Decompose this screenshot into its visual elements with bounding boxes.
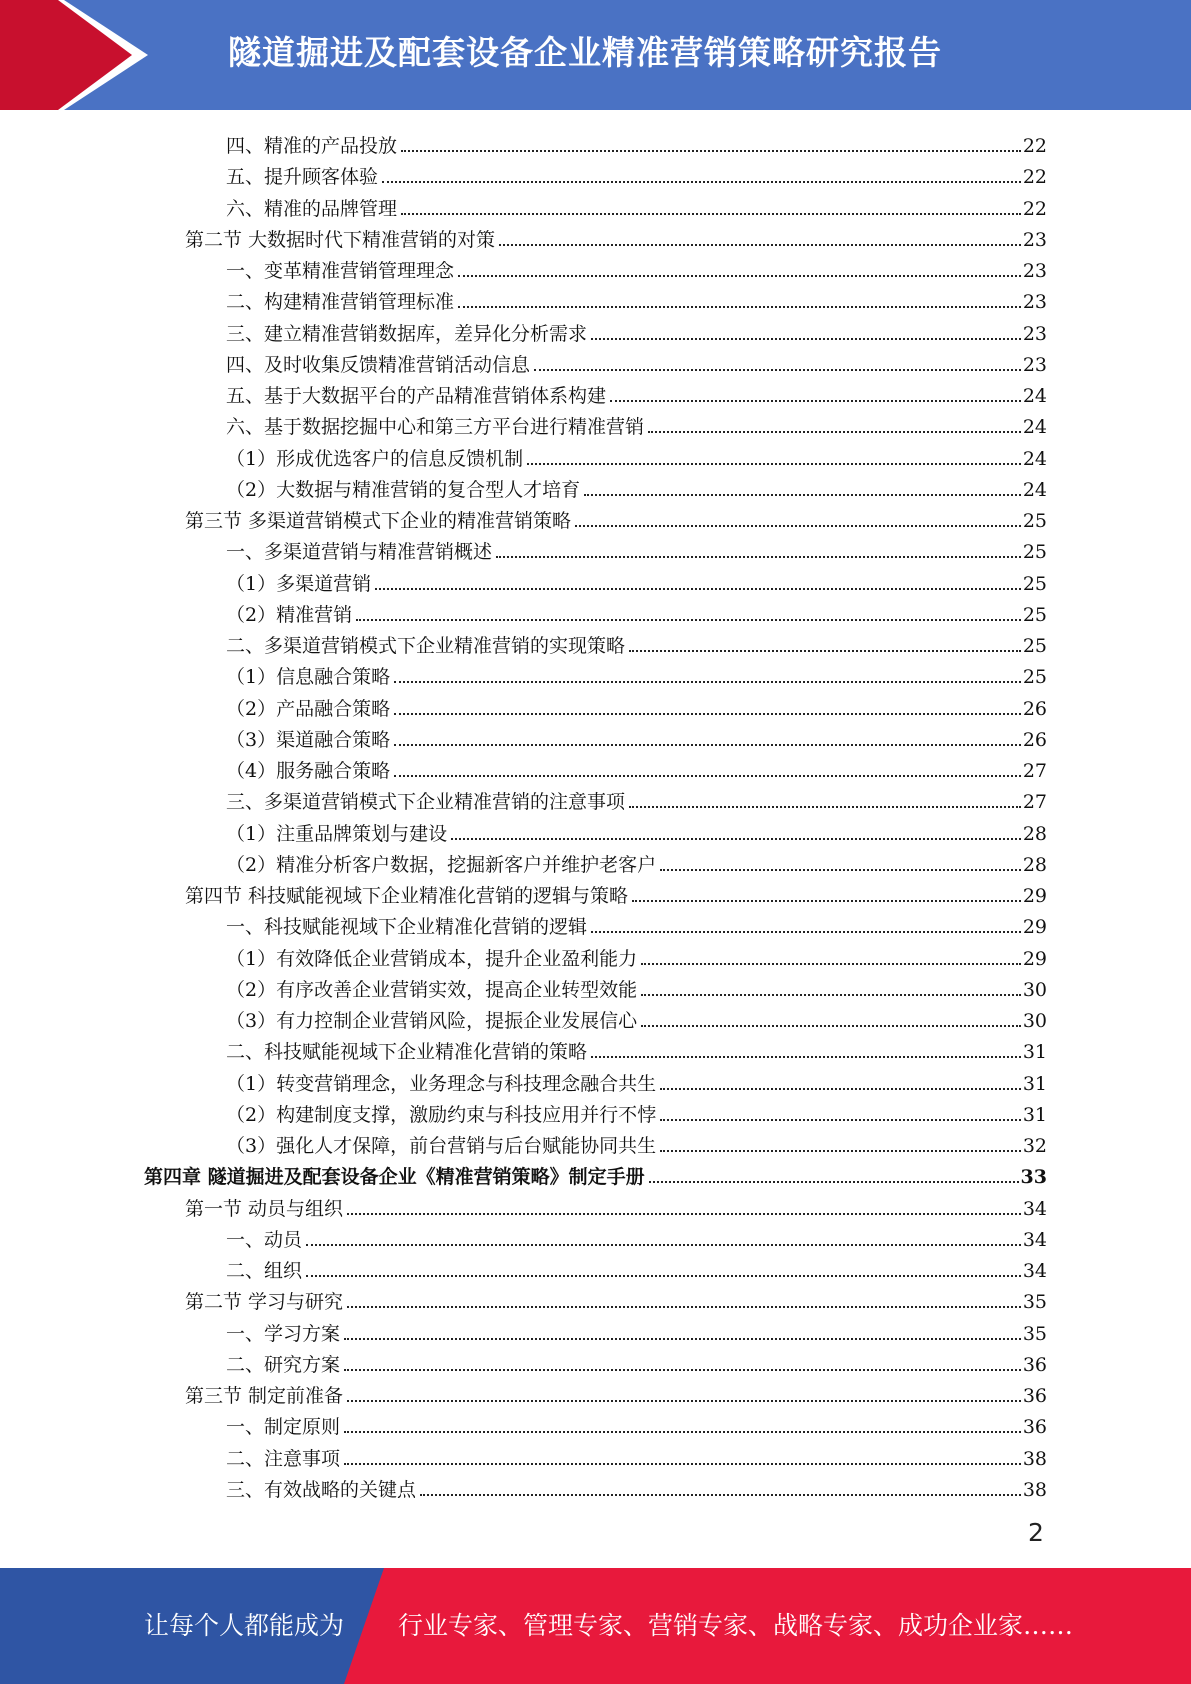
toc-dot-leader xyxy=(591,1056,1021,1058)
toc-entry-title: （1）形成优选客户的信息反馈机制 xyxy=(226,447,524,470)
toc-dot-leader xyxy=(394,775,1021,777)
toc-dot-leader xyxy=(306,1275,1021,1277)
toc-dot-leader xyxy=(344,1338,1021,1340)
toc-entry-page: 30 xyxy=(1022,1010,1047,1032)
toc-entry[interactable] xyxy=(0,940,1047,971)
toc-entry-title: （2）大数据与精准营销的复合型人才培育 xyxy=(226,478,581,501)
toc-entry[interactable] xyxy=(0,1471,1047,1502)
toc-entry[interactable] xyxy=(0,877,1047,908)
toc-entry-page: 35 xyxy=(1022,1322,1047,1345)
toc-entry[interactable] xyxy=(0,502,1047,533)
toc-dot-leader xyxy=(394,744,1021,746)
toc-entry-page: 24 xyxy=(1022,478,1047,501)
toc-dot-leader xyxy=(394,681,1021,683)
toc-dot-leader xyxy=(629,806,1021,808)
toc-entry-title: （1）信息融合策略 xyxy=(226,666,391,689)
toc-dot-leader xyxy=(575,525,1021,527)
toc-entry-page: 31 xyxy=(1022,1041,1047,1064)
toc-entry-title: （2）产品融合策略 xyxy=(226,697,391,720)
toc-dot-leader xyxy=(356,619,1021,621)
toc-entry[interactable] xyxy=(0,190,1047,221)
toc-dot-leader xyxy=(632,900,1021,902)
toc-entry-title: 第三节 多渠道营销模式下企业的精准营销策略 xyxy=(185,510,572,532)
toc-entry-page: 24 xyxy=(1022,447,1047,470)
toc-dot-leader xyxy=(344,1463,1021,1465)
toc-entry-page: 30 xyxy=(1022,978,1047,1001)
toc-entry-page: 25 xyxy=(1022,541,1047,564)
toc-dot-leader xyxy=(660,1119,1021,1121)
toc-entry-page: 35 xyxy=(1022,1291,1047,1314)
toc-entry[interactable] xyxy=(0,1096,1047,1127)
toc-entry[interactable] xyxy=(0,283,1047,314)
toc-entry[interactable] xyxy=(0,1065,1047,1096)
toc-entry-page: 23 xyxy=(1022,353,1047,376)
toc-entry-page: 27 xyxy=(1022,791,1047,814)
toc-entry-page: 38 xyxy=(1022,1478,1047,1501)
header-banner xyxy=(0,0,1191,110)
toc-entry-page: 22 xyxy=(1022,197,1047,220)
toc-entry-page: 23 xyxy=(1022,291,1047,314)
toc-entry[interactable] xyxy=(0,127,1047,158)
toc-entry-title: 一、多渠道营销与精准营销概述 xyxy=(226,541,493,564)
toc-entry[interactable] xyxy=(0,221,1047,252)
toc-entry-title: （1）转变营销理念，业务理念与科技理念融合共生 xyxy=(226,1072,657,1095)
toc-entry[interactable] xyxy=(0,533,1047,564)
toc-entry-page: 28 xyxy=(1022,822,1047,845)
toc-dot-leader xyxy=(458,275,1021,277)
toc-entry-title: 二、科技赋能视域下企业精准化营销的策略 xyxy=(226,1041,588,1064)
toc-entry[interactable] xyxy=(0,565,1047,596)
toc-entry-title: 二、组织 xyxy=(226,1260,303,1282)
toc-entry-page: 23 xyxy=(1022,260,1047,282)
toc-entry[interactable] xyxy=(0,1002,1047,1033)
toc-entry[interactable] xyxy=(0,1408,1047,1439)
toc-dot-leader xyxy=(648,431,1021,433)
toc-entry-title: 二、注意事项 xyxy=(226,1447,341,1470)
toc-dot-leader xyxy=(660,869,1021,871)
toc-entry-page: 26 xyxy=(1022,728,1047,751)
toc-entry-title: 二、构建精准营销管理标准 xyxy=(226,291,455,314)
toc-entry[interactable] xyxy=(0,752,1047,783)
toc-dot-leader xyxy=(591,338,1021,340)
toc-dot-leader xyxy=(584,494,1021,496)
toc-entry[interactable] xyxy=(0,908,1047,939)
toc-entry-page: 32 xyxy=(1022,1135,1047,1157)
page-number: 2 xyxy=(1028,1518,1044,1547)
toc-entry[interactable] xyxy=(0,971,1047,1002)
footer-slogan-left: 让每个人都能成为 xyxy=(144,1611,345,1640)
toc-dot-leader xyxy=(420,1494,1021,1496)
toc-entry[interactable] xyxy=(0,690,1047,721)
toc-entry-title: 第一节 动员与组织 xyxy=(185,1197,344,1220)
toc-entry-title: 二、多渠道营销模式下企业精准营销的实现策略 xyxy=(226,635,626,657)
toc-entry[interactable] xyxy=(0,596,1047,627)
toc-dot-leader xyxy=(641,1025,1021,1027)
toc-entry[interactable] xyxy=(0,440,1047,471)
toc-entry[interactable] xyxy=(0,408,1047,439)
toc-entry-title: 第三节 制定前准备 xyxy=(185,1385,344,1407)
toc-entry[interactable] xyxy=(0,815,1047,846)
toc-entry[interactable] xyxy=(0,721,1047,752)
toc-entry-page: 25 xyxy=(1022,603,1047,626)
toc-entry-title: （3）渠道融合策略 xyxy=(226,728,391,751)
toc-entry-title: 五、提升顾客体验 xyxy=(226,166,379,189)
toc-entry-title: 三、多渠道营销模式下企业精准营销的注意事项 xyxy=(226,791,626,814)
toc-entry-page: 34 xyxy=(1022,1197,1047,1220)
toc-entry-page: 24 xyxy=(1022,385,1047,407)
toc-entry[interactable] xyxy=(0,783,1047,814)
toc-entry-title: 第四章 隧道掘进及配套设备企业《精准营销策略》制定手册 xyxy=(144,1166,645,1189)
toc-entry-page: 26 xyxy=(1022,697,1047,720)
toc-entry-page: 27 xyxy=(1022,760,1047,782)
toc-entry-page: 22 xyxy=(1022,166,1047,189)
toc-entry-title: 二、研究方案 xyxy=(226,1353,341,1376)
toc-dot-leader xyxy=(534,369,1021,371)
toc-dot-leader xyxy=(458,306,1021,308)
toc-dot-leader xyxy=(451,838,1021,840)
toc-entry-title: 三、有效战略的关键点 xyxy=(226,1478,417,1501)
toc-entry-page: 25 xyxy=(1022,666,1047,689)
toc-entry-page: 29 xyxy=(1022,885,1047,907)
toc-dot-leader xyxy=(401,213,1021,215)
toc-entry-title: （1）注重品牌策划与建设 xyxy=(226,822,448,845)
toc-dot-leader xyxy=(306,1244,1021,1246)
toc-entry-title: （1）多渠道营销 xyxy=(226,572,372,595)
toc-entry-page: 31 xyxy=(1022,1103,1047,1126)
toc-entry-title: 一、变革精准营销管理理念 xyxy=(226,260,455,282)
toc-entry[interactable] xyxy=(0,1221,1047,1252)
toc-dot-leader xyxy=(649,1181,1019,1183)
toc-dot-leader xyxy=(347,1306,1021,1308)
toc-entry-title: （1）有效降低企业营销成本，提升企业盈利能力 xyxy=(226,947,638,970)
toc-entry-title: 四、及时收集反馈精准营销活动信息 xyxy=(226,353,531,376)
toc-entry-title: （3）有力控制企业营销风险，提振企业发展信心 xyxy=(226,1010,638,1032)
toc-entry[interactable] xyxy=(0,846,1047,877)
toc-dot-leader xyxy=(641,963,1021,965)
toc-entry-title: 一、科技赋能视域下企业精准化营销的逻辑 xyxy=(226,916,588,939)
toc-entry[interactable] xyxy=(0,315,1047,346)
footer-banner xyxy=(0,1568,1191,1684)
toc-entry-title: （2）有序改善企业营销实效，提高企业转型效能 xyxy=(226,978,638,1001)
toc-dot-leader xyxy=(347,1213,1021,1215)
toc-entry-title: （2）构建制度支撑，激励约束与科技应用并行不悖 xyxy=(226,1103,657,1126)
toc-dot-leader xyxy=(496,556,1021,558)
toc-dot-leader xyxy=(629,650,1021,652)
toc-entry-title: 一、学习方案 xyxy=(226,1322,341,1345)
toc-entry[interactable] xyxy=(0,346,1047,377)
toc-entry-page: 23 xyxy=(1022,228,1047,251)
toc-dot-leader xyxy=(591,931,1021,933)
toc-entry[interactable] xyxy=(0,1377,1047,1408)
toc-entry-page: 22 xyxy=(1022,135,1047,157)
toc-dot-leader xyxy=(347,1400,1021,1402)
toc-dot-leader xyxy=(382,181,1021,183)
toc-dot-leader xyxy=(344,1369,1021,1371)
toc-entry-page: 38 xyxy=(1022,1447,1047,1470)
chevron-arrow-icon xyxy=(0,0,160,110)
toc-entry[interactable] xyxy=(0,1440,1047,1471)
toc-dot-leader xyxy=(527,463,1021,465)
toc-entry[interactable] xyxy=(0,1158,1047,1189)
toc-entry[interactable] xyxy=(0,471,1047,502)
toc-entry-title: 第四节 科技赋能视域下企业精准化营销的逻辑与策略 xyxy=(185,885,629,907)
toc-entry-page: 31 xyxy=(1022,1072,1047,1095)
toc-entry-title: 一、动员 xyxy=(226,1228,303,1251)
toc-entry-page: 29 xyxy=(1022,947,1047,970)
toc-entry-page: 25 xyxy=(1022,510,1047,532)
toc-dot-leader xyxy=(641,994,1021,996)
toc-entry-title: （4）服务融合策略 xyxy=(226,760,391,782)
toc-entry-title: 第二节 学习与研究 xyxy=(185,1291,344,1314)
toc-entry-page: 23 xyxy=(1022,322,1047,345)
toc-dot-leader xyxy=(394,713,1021,715)
toc-entry[interactable] xyxy=(0,158,1047,189)
toc-entry[interactable] xyxy=(0,658,1047,689)
toc-entry[interactable] xyxy=(0,1190,1047,1221)
toc-entry[interactable] xyxy=(0,252,1047,283)
toc-entry-title: 六、精准的品牌管理 xyxy=(226,197,398,220)
toc-dot-leader xyxy=(375,588,1021,590)
toc-entry-page: 24 xyxy=(1022,416,1047,439)
toc-entry-title: （3）强化人才保障，前台营销与后台赋能协同共生 xyxy=(226,1135,657,1157)
toc-entry-page: 34 xyxy=(1022,1228,1047,1251)
report-title: 隧道掘进及配套设备企业精准营销策略研究报告 xyxy=(228,33,942,72)
toc-entry-title: 三、建立精准营销数据库，差异化分析需求 xyxy=(226,322,588,345)
toc-dot-leader xyxy=(344,1431,1021,1433)
toc-dot-leader xyxy=(610,400,1021,402)
toc-entry-title: 六、基于数据挖掘中心和第三方平台进行精准营销 xyxy=(226,416,645,439)
toc-entry[interactable] xyxy=(0,1033,1047,1064)
toc-entry[interactable] xyxy=(0,627,1047,658)
toc-dot-leader xyxy=(660,1088,1021,1090)
toc-entry-title: （2）精准分析客户数据，挖掘新客户并维护老客户 xyxy=(226,853,657,876)
toc-entry-page: 25 xyxy=(1022,635,1047,657)
toc-entry-title: 四、精准的产品投放 xyxy=(226,135,398,157)
toc-entry-page: 33 xyxy=(1020,1166,1047,1189)
toc-entry-page: 34 xyxy=(1022,1260,1047,1282)
toc-entry-page: 36 xyxy=(1022,1416,1047,1439)
toc-entry-page: 36 xyxy=(1022,1385,1047,1407)
toc-entry-title: 第二节 大数据时代下精准营销的对策 xyxy=(185,228,496,251)
toc-entry-title: 一、制定原则 xyxy=(226,1416,341,1439)
toc-entry[interactable] xyxy=(0,1127,1047,1158)
toc-entry[interactable] xyxy=(0,1346,1047,1377)
toc-entry-page: 29 xyxy=(1022,916,1047,939)
toc-entry[interactable] xyxy=(0,1252,1047,1283)
toc-entry-title: 五、基于大数据平台的产品精准营销体系构建 xyxy=(226,385,607,407)
toc-entry-title: （2）精准营销 xyxy=(226,603,353,626)
toc-dot-leader xyxy=(401,150,1021,152)
toc-entry-page: 28 xyxy=(1022,853,1047,876)
toc-entry-page: 36 xyxy=(1022,1353,1047,1376)
toc-entry[interactable] xyxy=(0,377,1047,408)
toc-dot-leader xyxy=(660,1150,1021,1152)
toc-dot-leader xyxy=(499,244,1021,246)
toc-entry[interactable] xyxy=(0,1283,1047,1314)
toc-entry[interactable] xyxy=(0,1315,1047,1346)
toc-entry-page: 25 xyxy=(1022,572,1047,595)
footer-slogan-right: 行业专家、管理专家、营销专家、战略专家、成功企业家…… xyxy=(398,1611,1074,1640)
